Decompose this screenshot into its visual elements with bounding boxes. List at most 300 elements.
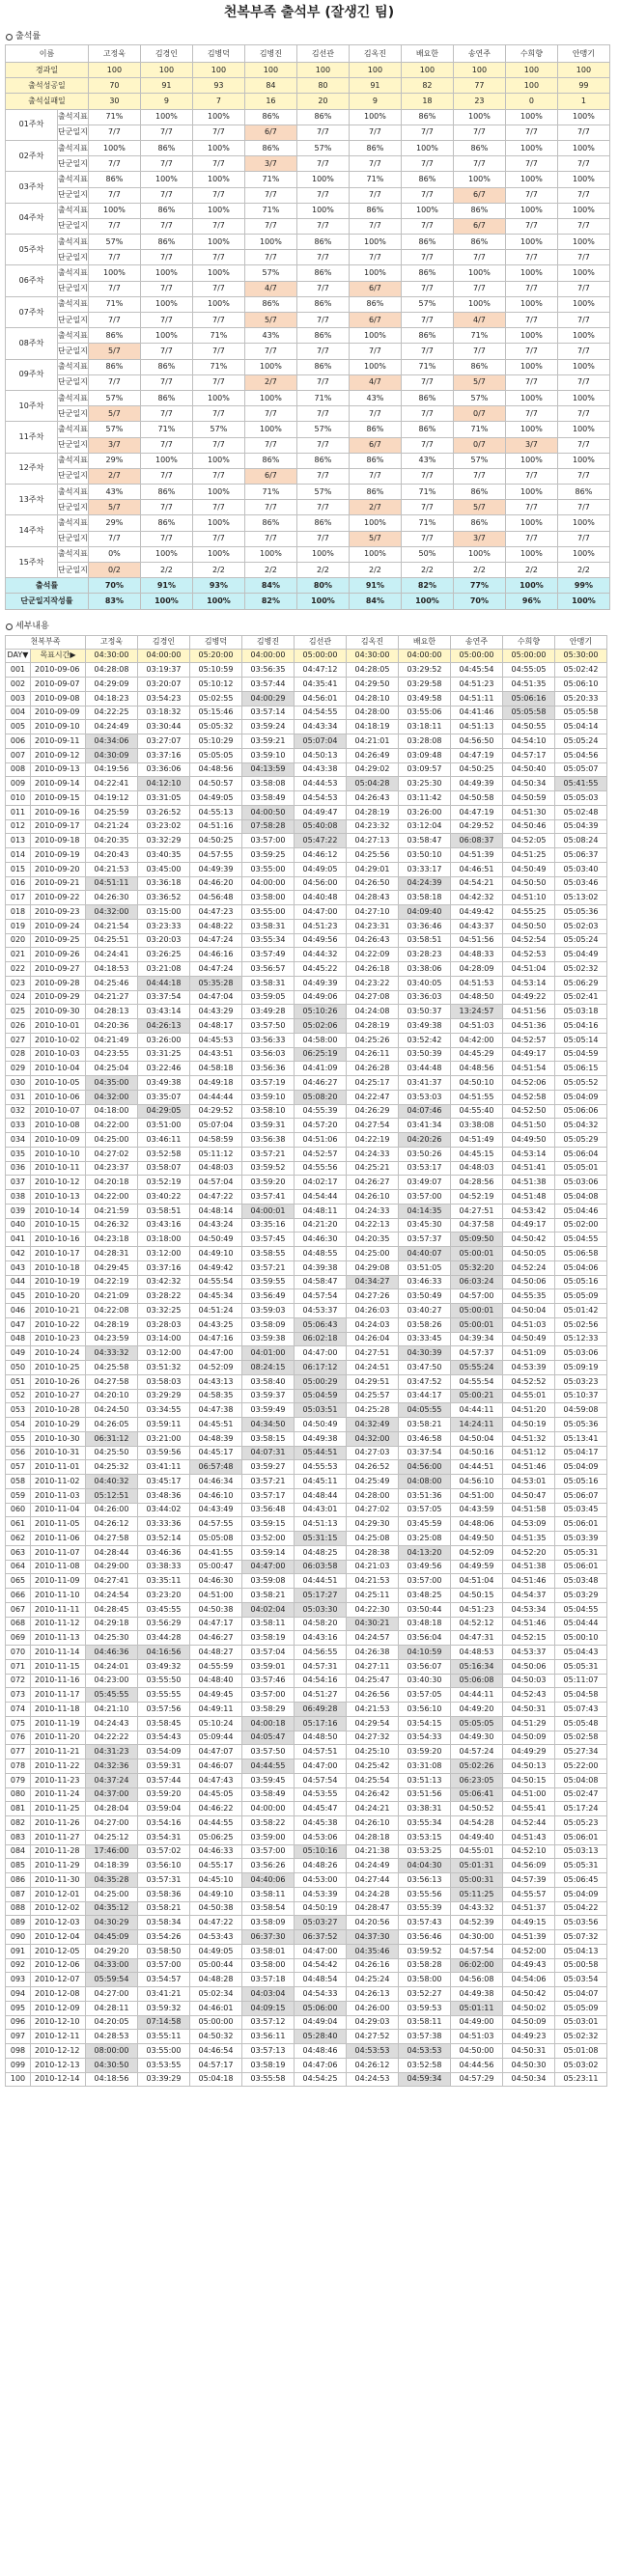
attendance-rate: 100%	[296, 203, 349, 218]
wake-time: 04:54:06	[503, 1973, 555, 1987]
section-header-attendance-rate	[0, 29, 618, 44]
wake-time: 04:46:36	[86, 1646, 138, 1660]
diary-count: 7/7	[557, 156, 609, 172]
wake-time: 03:43:16	[138, 1218, 190, 1233]
wake-time: 04:24:03	[347, 1317, 399, 1332]
week-label: 05주차	[6, 235, 58, 265]
wake-time: 03:55:11	[138, 2030, 190, 2044]
wake-time: 04:58:47	[295, 1275, 347, 1289]
wake-time: 05:03:48	[555, 1574, 607, 1589]
attendance-rate: 86%	[453, 515, 505, 531]
wake-time: 04:28:43	[347, 891, 399, 905]
wake-time: 04:44:55	[242, 1759, 295, 1774]
detail-row	[6, 1446, 607, 1460]
wake-time: 03:37:54	[399, 1446, 451, 1460]
diary-count: 7/7	[192, 250, 244, 265]
summary-value: 100%	[140, 594, 192, 609]
wake-time: 05:07:43	[555, 1703, 607, 1717]
attendance-rate: 43%	[88, 485, 140, 500]
detail-row	[6, 990, 607, 1005]
wake-time: 03:58:08	[242, 777, 295, 791]
wake-time: 04:24:54	[86, 1589, 138, 1603]
attendance-rate: 50%	[401, 546, 453, 562]
wake-time: 05:06:43	[295, 1317, 347, 1332]
wake-time: 03:57:43	[399, 1916, 451, 1930]
wake-time: 04:54:37	[503, 1589, 555, 1603]
wake-time: 05:00:01	[451, 1304, 503, 1318]
summary-value: 84%	[244, 578, 296, 594]
wake-time: 05:06:41	[451, 1787, 503, 1802]
diary-count: 7/7	[557, 281, 609, 296]
wake-time: 04:27:52	[347, 2030, 399, 2044]
wake-time: 04:49:40	[451, 1830, 503, 1844]
wake-time: 04:57:04	[190, 1176, 242, 1190]
wake-time: 04:47:00	[295, 1346, 347, 1361]
wake-time: 04:18:39	[86, 1859, 138, 1873]
wake-time: 04:55:59	[190, 1659, 242, 1674]
wake-time: 04:58:35	[190, 1389, 242, 1403]
summary-value: 70%	[88, 578, 140, 594]
wake-time: 04:40:32	[86, 1475, 138, 1489]
diary-count: 7/7	[505, 344, 557, 359]
attendance-rate: 86%	[401, 109, 453, 125]
wake-time: 04:05:47	[242, 1731, 295, 1745]
wake-time: 04:59:08	[555, 1403, 607, 1418]
attendance-rate: 100%	[505, 203, 557, 218]
wake-time: 04:21:38	[347, 1844, 399, 1859]
wake-time: 04:03:04	[242, 1987, 295, 2002]
summary-value: 100%	[192, 594, 244, 609]
date: 2010-10-28	[31, 1403, 86, 1418]
wake-time: 04:49:15	[503, 1916, 555, 1930]
detail-row	[6, 1930, 607, 1945]
wake-time: 03:54:09	[138, 1745, 190, 1759]
wake-time: 03:14:00	[138, 1332, 190, 1346]
wake-time: 04:55:01	[503, 1389, 555, 1403]
wake-time: 04:29:08	[347, 1260, 399, 1275]
wake-time: 03:49:28	[242, 1005, 295, 1019]
wake-time: 04:21:01	[347, 734, 399, 749]
detail-row	[6, 1773, 607, 1787]
target-time: 04:00:00	[138, 649, 190, 663]
wake-time: 03:59:21	[242, 734, 295, 749]
wake-time: 03:57:14	[242, 706, 295, 720]
wake-time: 04:45:38	[295, 1816, 347, 1831]
wake-time: 03:40:05	[399, 976, 451, 990]
wake-time: 03:28:23	[399, 948, 451, 962]
wake-time: 04:47:17	[190, 1617, 242, 1631]
wake-time: 04:49:04	[295, 2015, 347, 2030]
wake-time: 05:03:02	[555, 2058, 607, 2072]
wake-time: 04:24:01	[86, 1659, 138, 1674]
wake-time: 04:51:56	[503, 1005, 555, 1019]
wake-time: 04:44:18	[138, 976, 190, 990]
day-number: 099	[6, 2058, 31, 2072]
wake-time: 04:22:47	[347, 1090, 399, 1104]
wake-time: 04:47:04	[190, 990, 242, 1005]
attendance-rate: 100%	[557, 172, 609, 187]
week-rate-row	[6, 140, 610, 155]
wake-time: 04:46:07	[190, 1759, 242, 1774]
wake-time: 05:05:48	[555, 1716, 607, 1731]
date: 2010-11-15	[31, 1659, 86, 1674]
wake-time: 05:05:58	[555, 706, 607, 720]
wake-time: 03:59:49	[242, 1403, 295, 1418]
date: 2010-12-01	[31, 1887, 86, 1901]
week-diary-row	[6, 313, 610, 328]
wake-time: 03:38:33	[138, 1560, 190, 1574]
section-header-details	[0, 620, 618, 635]
day-number: 054	[6, 1418, 31, 1432]
diary-count: 7/7	[557, 406, 609, 422]
wake-time: 04:45:15	[451, 1147, 503, 1161]
attendance-rate: 86%	[140, 359, 192, 374]
attendance-rate: 86%	[401, 422, 453, 437]
wake-time: 05:05:31	[555, 1659, 607, 1674]
wake-time: 03:58:54	[242, 1901, 295, 1916]
stat-value: 1	[557, 94, 609, 109]
wake-time: 04:28:13	[86, 1005, 138, 1019]
wake-time: 05:04:14	[555, 720, 607, 734]
diary-count: 7/7	[296, 468, 349, 484]
day-number: 040	[6, 1218, 31, 1233]
date: 2010-10-05	[31, 1076, 86, 1091]
attendance-rate: 100%	[453, 296, 505, 312]
day-number: 016	[6, 876, 31, 891]
wake-time: 03:51:36	[399, 1488, 451, 1503]
wake-time: 03:54:33	[399, 1731, 451, 1745]
wake-time: 04:51:43	[503, 1830, 555, 1844]
stat-value: 0	[505, 94, 557, 109]
stat-value: 7	[192, 94, 244, 109]
wake-time: 05:05:31	[555, 1859, 607, 1873]
detail-row	[6, 691, 607, 706]
attendance-rate: 86%	[401, 172, 453, 187]
diary-label: 단군일지	[58, 468, 89, 484]
rate-label: 출석지표	[58, 390, 89, 405]
stat-value: 80	[296, 78, 349, 94]
date: 2010-09-18	[31, 834, 86, 848]
wake-time: 04:26:50	[347, 876, 399, 891]
detail-row	[6, 933, 607, 948]
wake-time: 03:58:15	[242, 1431, 295, 1446]
date: 2010-09-12	[31, 748, 86, 762]
diary-count: 7/7	[88, 187, 140, 203]
wake-time: 04:28:11	[86, 2001, 138, 2015]
attendance-rate: 57%	[192, 422, 244, 437]
detail-row	[6, 1104, 607, 1119]
wake-time: 03:49:58	[399, 691, 451, 706]
attendance-rate: 100%	[192, 485, 244, 500]
wake-time: 04:30:00	[451, 1930, 503, 1945]
member-name: 수희향	[505, 45, 557, 63]
wake-time: 05:05:31	[555, 1545, 607, 1560]
wake-time: 05:06:00	[295, 2001, 347, 2015]
wake-time: 04:44:44	[190, 1090, 242, 1104]
wake-time: 04:30:09	[86, 748, 138, 762]
wake-time: 05:02:41	[555, 990, 607, 1005]
stat-value: 100	[401, 63, 453, 78]
wake-time: 05:05:36	[555, 905, 607, 920]
wake-time: 04:18:56	[86, 2072, 138, 2087]
wake-time: 04:13:20	[399, 1545, 451, 1560]
detail-row	[6, 1161, 607, 1176]
day-number: 033	[6, 1119, 31, 1133]
wake-time: 04:55:39	[295, 1104, 347, 1119]
diary-count: 3/7	[244, 156, 296, 172]
wake-time: 04:55:56	[295, 1161, 347, 1176]
wake-time: 04:29:03	[347, 2015, 399, 2030]
week-diary-row	[6, 374, 610, 390]
wake-time: 04:46:20	[190, 876, 242, 891]
wake-time: 03:55:34	[399, 1816, 451, 1831]
circle-bullet-icon	[6, 34, 13, 41]
diary-count: 7/7	[192, 468, 244, 484]
wake-time: 04:50:06	[503, 1275, 555, 1289]
attendance-rate: 100%	[296, 546, 349, 562]
day-number: 011	[6, 805, 31, 819]
wake-time: 04:50:02	[503, 2001, 555, 2015]
date: 2010-11-30	[31, 1873, 86, 1888]
wake-time: 04:51:27	[295, 1688, 347, 1703]
wake-time: 04:20:18	[86, 1176, 138, 1190]
wake-time: 05:04:17	[555, 1446, 607, 1460]
detail-row	[6, 1731, 607, 1745]
member-name: 김옥진	[349, 45, 401, 63]
wake-time: 03:46:11	[138, 1133, 190, 1148]
day-number: 035	[6, 1147, 31, 1161]
wake-time: 05:03:45	[555, 1503, 607, 1517]
wake-time: 04:48:03	[190, 1161, 242, 1176]
wake-time: 03:48:36	[138, 1488, 190, 1503]
attendance-rate: 100%	[349, 515, 401, 531]
date: 2010-10-13	[31, 1190, 86, 1205]
wake-time: 04:21:10	[86, 1703, 138, 1717]
wake-time: 03:49:38	[138, 1076, 190, 1091]
wake-time: 04:28:56	[451, 1176, 503, 1190]
diary-count: 7/7	[140, 187, 192, 203]
attendance-rate: 86%	[453, 485, 505, 500]
diary-count: 2/7	[349, 500, 401, 515]
wake-time: 04:47:06	[295, 2058, 347, 2072]
wake-time: 04:49:05	[190, 791, 242, 806]
wake-time: 05:11:07	[555, 1674, 607, 1688]
diary-count: 4/7	[453, 313, 505, 328]
wake-time: 04:27:11	[347, 1659, 399, 1674]
diary-count: 7/7	[401, 125, 453, 140]
wake-time: 04:49:18	[190, 1076, 242, 1091]
wake-time: 04:29:05	[138, 1104, 190, 1119]
diary-count: 7/7	[401, 344, 453, 359]
wake-time: 03:33:36	[138, 1517, 190, 1532]
wake-time: 04:50:09	[503, 1731, 555, 1745]
wake-time: 03:25:30	[399, 777, 451, 791]
wake-time: 04:52:09	[190, 1361, 242, 1375]
wake-time: 04:46:12	[295, 848, 347, 863]
wake-time: 08:00:00	[86, 2044, 138, 2059]
wake-time: 04:51:46	[503, 1574, 555, 1589]
wake-time: 05:02:32	[555, 962, 607, 977]
wake-time: 03:35:16	[242, 1218, 295, 1233]
detail-row	[6, 1475, 607, 1489]
rate-label: 출석지표	[58, 328, 89, 344]
diary-count: 4/7	[349, 374, 401, 390]
wake-time: 04:28:08	[86, 663, 138, 678]
wake-time: 04:39:34	[451, 1332, 503, 1346]
wake-time: 04:48:53	[451, 1646, 503, 1660]
wake-time: 04:26:28	[347, 1062, 399, 1076]
wake-time: 03:58:00	[399, 1973, 451, 1987]
wake-time: 04:25:30	[86, 1631, 138, 1646]
day-number: 061	[6, 1517, 31, 1532]
wake-time: 05:09:19	[555, 1361, 607, 1375]
date: 2010-09-29	[31, 990, 86, 1005]
day-number: 026	[6, 1019, 31, 1034]
date: 2010-11-25	[31, 1802, 86, 1816]
wake-time: 03:22:46	[138, 1062, 190, 1076]
wake-time: 04:25:58	[86, 1361, 138, 1375]
target-time-row	[6, 649, 607, 663]
wake-time: 05:59:54	[86, 1973, 138, 1987]
section-title: 출석률	[15, 31, 42, 42]
week-rate-row	[6, 328, 610, 344]
day-number: 078	[6, 1759, 31, 1774]
wake-time: 04:51:50	[503, 1119, 555, 1133]
day-number: 008	[6, 762, 31, 777]
day-number: 086	[6, 1873, 31, 1888]
detail-row	[6, 1204, 607, 1218]
week-diary-row	[6, 156, 610, 172]
detail-row	[6, 1062, 607, 1076]
wake-time: 05:04:09	[555, 1460, 607, 1475]
day-number: 004	[6, 706, 31, 720]
wake-time: 03:58:11	[242, 1617, 295, 1631]
attendance-rate: 43%	[244, 328, 296, 344]
wake-time: 03:57:38	[399, 2030, 451, 2044]
wake-time: 03:28:08	[399, 734, 451, 749]
diary-count: 7/7	[557, 218, 609, 234]
wake-time: 03:58:34	[138, 1916, 190, 1930]
wake-time: 04:22:08	[86, 1304, 138, 1318]
detail-row	[6, 1901, 607, 1916]
diary-count: 7/7	[505, 374, 557, 390]
wake-time: 03:59:32	[138, 2001, 190, 2015]
diary-count: 7/7	[88, 531, 140, 546]
wake-time: 04:50:06	[503, 1659, 555, 1674]
detail-row	[6, 1545, 607, 1560]
wake-time: 04:26:03	[347, 1304, 399, 1318]
diary-count: 7/7	[505, 187, 557, 203]
wake-time: 04:50:34	[503, 2072, 555, 2087]
wake-time: 03:45:00	[138, 862, 190, 876]
wake-time: 04:57:00	[451, 1289, 503, 1304]
wake-time: 05:05:24	[555, 933, 607, 948]
diary-count: 6/7	[349, 281, 401, 296]
date: 2010-09-15	[31, 791, 86, 806]
attendance-rate: 100%	[401, 203, 453, 218]
wake-time: 04:29:00	[86, 1560, 138, 1574]
wake-time: 04:59:34	[399, 2072, 451, 2087]
wake-time: 04:23:00	[86, 1674, 138, 1688]
wake-time: 04:26:32	[86, 1218, 138, 1233]
detail-header-cell: 김병덕	[190, 635, 242, 649]
attendance-rate: 57%	[88, 390, 140, 405]
wake-time: 03:27:07	[138, 734, 190, 749]
detail-row	[6, 1703, 607, 1717]
diary-count: 0/7	[453, 406, 505, 422]
date: 2010-11-27	[31, 1830, 86, 1844]
wake-time: 05:00:10	[555, 1631, 607, 1646]
diary-count: 7/7	[140, 125, 192, 140]
attendance-rate: 43%	[349, 390, 401, 405]
wake-time: 04:24:49	[86, 720, 138, 734]
diary-count: 2/2	[140, 563, 192, 578]
summary-value: 80%	[296, 578, 349, 594]
attendance-rate: 100%	[192, 546, 244, 562]
wake-time: 04:56:00	[295, 876, 347, 891]
wake-time: 05:04:43	[555, 1646, 607, 1660]
wake-time: 04:49:17	[503, 1047, 555, 1062]
attendance-rate: 100%	[349, 235, 401, 250]
target-time: 05:20:00	[190, 649, 242, 663]
wake-time: 03:57:46	[242, 1674, 295, 1688]
diary-count: 7/7	[349, 344, 401, 359]
wake-time: 04:45:22	[295, 962, 347, 977]
wake-time: 04:45:29	[451, 1047, 503, 1062]
member-name: 송연주	[453, 45, 505, 63]
wake-time: 04:25:54	[347, 1773, 399, 1787]
wake-time: 03:40:22	[138, 1190, 190, 1205]
date: 2010-11-28	[31, 1844, 86, 1859]
wake-time: 03:23:33	[138, 919, 190, 933]
wake-time: 03:59:24	[242, 720, 295, 734]
wake-time: 04:24:49	[347, 1859, 399, 1873]
detail-row	[6, 1033, 607, 1047]
diary-count: 2/2	[557, 563, 609, 578]
wake-time: 04:52:15	[503, 1631, 555, 1646]
date: 2010-10-09	[31, 1133, 86, 1148]
detail-header-cell: 배요한	[399, 635, 451, 649]
wake-time: 04:55:40	[451, 1104, 503, 1119]
day-number: 077	[6, 1745, 31, 1759]
wake-time: 04:48:55	[295, 1247, 347, 1261]
wake-time: 03:52:14	[138, 1532, 190, 1546]
diary-count: 7/7	[296, 187, 349, 203]
detail-row	[6, 1759, 607, 1774]
day-number: 025	[6, 1005, 31, 1019]
wake-time: 05:06:01	[555, 1830, 607, 1844]
wake-time: 04:04:30	[399, 1859, 451, 1873]
wake-time: 04:22:30	[347, 1602, 399, 1617]
summary-value: 77%	[453, 578, 505, 594]
wake-time: 03:20:03	[138, 933, 190, 948]
wake-time: 03:31:05	[138, 791, 190, 806]
detail-row	[6, 663, 607, 678]
wake-time: 03:58:18	[399, 891, 451, 905]
wake-time: 04:24:33	[347, 1147, 399, 1161]
date: 2010-09-23	[31, 905, 86, 920]
wake-time: 04:25:51	[86, 933, 138, 948]
detail-row	[6, 1830, 607, 1844]
detail-row	[6, 1589, 607, 1603]
diary-count: 7/7	[557, 313, 609, 328]
date: 2010-11-24	[31, 1787, 86, 1802]
diary-count: 7/7	[192, 531, 244, 546]
wake-time: 03:59:52	[242, 1161, 295, 1176]
wake-time: 04:50:19	[503, 1418, 555, 1432]
week-rate-row	[6, 390, 610, 405]
wake-time: 03:52:00	[242, 1532, 295, 1546]
